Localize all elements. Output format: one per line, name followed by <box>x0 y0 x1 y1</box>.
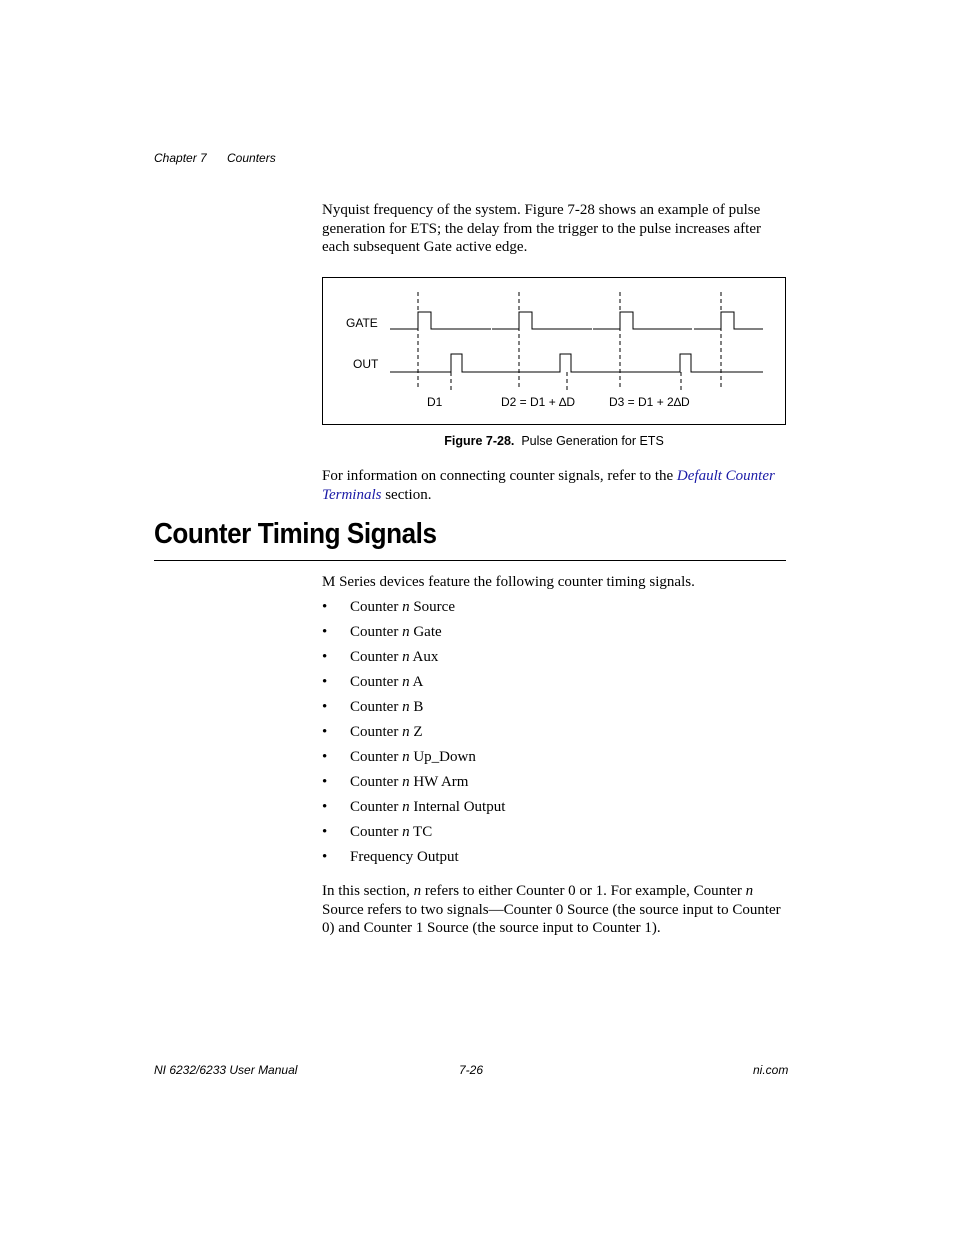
list-item-text: Counter <box>350 749 403 765</box>
bullet-marker: • <box>322 724 328 740</box>
list-item-text: Counter <box>350 724 403 740</box>
list-item-suffix: Up_Down <box>409 749 476 765</box>
bullet-marker: • <box>322 774 328 790</box>
gate-waveform-segment-2 <box>492 312 592 329</box>
bullet-marker: • <box>322 799 328 815</box>
d2-label: D2 = D1 + ∆D <box>501 395 576 409</box>
section-rule <box>154 560 786 561</box>
list-item-variable: n <box>402 674 410 690</box>
list-item-text: Counter <box>350 674 403 690</box>
intro-paragraph: Nyquist frequency of the system. Figure 7-28 shows an example of pulse generation for ETS; the delay from the trigger to the pulse increases after each subsequent Gate active edge. <box>322 202 761 256</box>
list-item-variable: n <box>402 774 410 790</box>
list-item-variable: n <box>402 724 410 740</box>
list-item-text: Counter <box>350 699 403 715</box>
connect-text-before: For information on connecting counter signals, refer to the <box>322 468 677 484</box>
closing-paragraph <box>322 882 786 938</box>
running-header-title: Counters <box>227 151 276 165</box>
bullet-marker: • <box>322 749 328 765</box>
out-waveform <box>390 354 763 372</box>
closing-text-3: Source refers to two signals—Counter 0 Source (the source input to Counter 0) and Counter 1 Source (the source input to Counter 1). <box>322 901 781 937</box>
list-item-text: Counter <box>350 624 403 640</box>
list-item-suffix: Gate <box>409 624 442 640</box>
list-item-suffix: Z <box>409 724 423 740</box>
section-heading: Counter Timing Signals <box>154 518 437 550</box>
timing-diagram <box>323 278 785 424</box>
default-counter-terminals-link[interactable]: Default Counter Terminals <box>322 468 775 503</box>
gate-waveform-segment-4 <box>694 312 763 329</box>
section-lead: M Series devices feature the following counter timing signals. <box>322 574 695 590</box>
list-item-variable: n <box>402 799 410 815</box>
list-item-suffix: A <box>409 674 424 690</box>
list-item-variable: n <box>402 649 410 665</box>
list-item <box>322 646 505 671</box>
footer-manual-title: NI 6232/6233 User Manual <box>154 1063 298 1077</box>
list-item-text: Counter <box>350 599 403 615</box>
list-item-text: Counter <box>350 774 403 790</box>
bullet-marker: • <box>322 649 328 665</box>
list-item <box>322 696 505 721</box>
running-header-chapter: Chapter 7 <box>154 151 207 165</box>
list-item <box>322 846 505 871</box>
figure-caption-text: Pulse Generation for ETS <box>521 434 664 448</box>
figure-caption-number: Figure 7-28. <box>444 434 515 448</box>
d1-label: D1 <box>427 395 443 409</box>
bullet-marker: • <box>322 624 328 640</box>
list-item-variable: n <box>402 749 410 765</box>
bullet-marker: • <box>322 599 328 615</box>
list-item <box>322 746 505 771</box>
gate-waveform-segment-3 <box>593 312 692 329</box>
gate-waveform-segment-1 <box>390 312 491 329</box>
list-item <box>322 771 505 796</box>
figure-caption <box>322 434 786 448</box>
connect-paragraph <box>322 467 786 504</box>
timing-signal-list <box>322 596 505 871</box>
list-item-text: Counter <box>350 649 403 665</box>
list-item <box>322 671 505 696</box>
closing-var-2: n <box>745 883 754 899</box>
footer-site: ni.com <box>753 1063 789 1077</box>
list-item-suffix: TC <box>409 824 433 840</box>
list-item-text: Counter <box>350 799 403 815</box>
connect-text-after: section. <box>381 486 432 503</box>
list-item-variable: n <box>402 624 410 640</box>
list-item-suffix: Internal Output <box>409 799 506 815</box>
list-item-text: Counter <box>350 824 403 840</box>
closing-text-2: refers to either Counter 0 or 1. For example, Counter <box>421 883 746 899</box>
list-item-variable: n <box>402 824 410 840</box>
list-item-suffix: HW Arm <box>409 774 469 790</box>
list-item-suffix: B <box>409 699 424 715</box>
bullet-marker: • <box>322 824 328 840</box>
list-item <box>322 821 505 846</box>
list-item <box>322 796 505 821</box>
footer-page-number: 7-26 <box>459 1063 484 1077</box>
bullet-marker: • <box>322 849 328 865</box>
list-item-variable: n <box>402 699 410 715</box>
bullet-marker: • <box>322 699 328 715</box>
bullet-marker: • <box>322 674 328 690</box>
list-item <box>322 721 505 746</box>
list-item-text: Frequency Output <box>350 849 459 865</box>
list-item <box>322 596 505 621</box>
gate-signal-label: GATE <box>346 316 378 330</box>
figure-pulse-generation-ets <box>322 277 786 425</box>
list-item-suffix: Aux <box>409 649 439 665</box>
list-item-suffix: Source <box>409 599 455 615</box>
list-item-variable: n <box>402 599 410 615</box>
closing-var-1: n <box>413 883 422 899</box>
out-signal-label: OUT <box>353 357 379 371</box>
list-item <box>322 621 505 646</box>
d3-label: D3 = D1 + 2∆D <box>609 395 690 409</box>
closing-text-1: In this section, <box>322 883 414 899</box>
